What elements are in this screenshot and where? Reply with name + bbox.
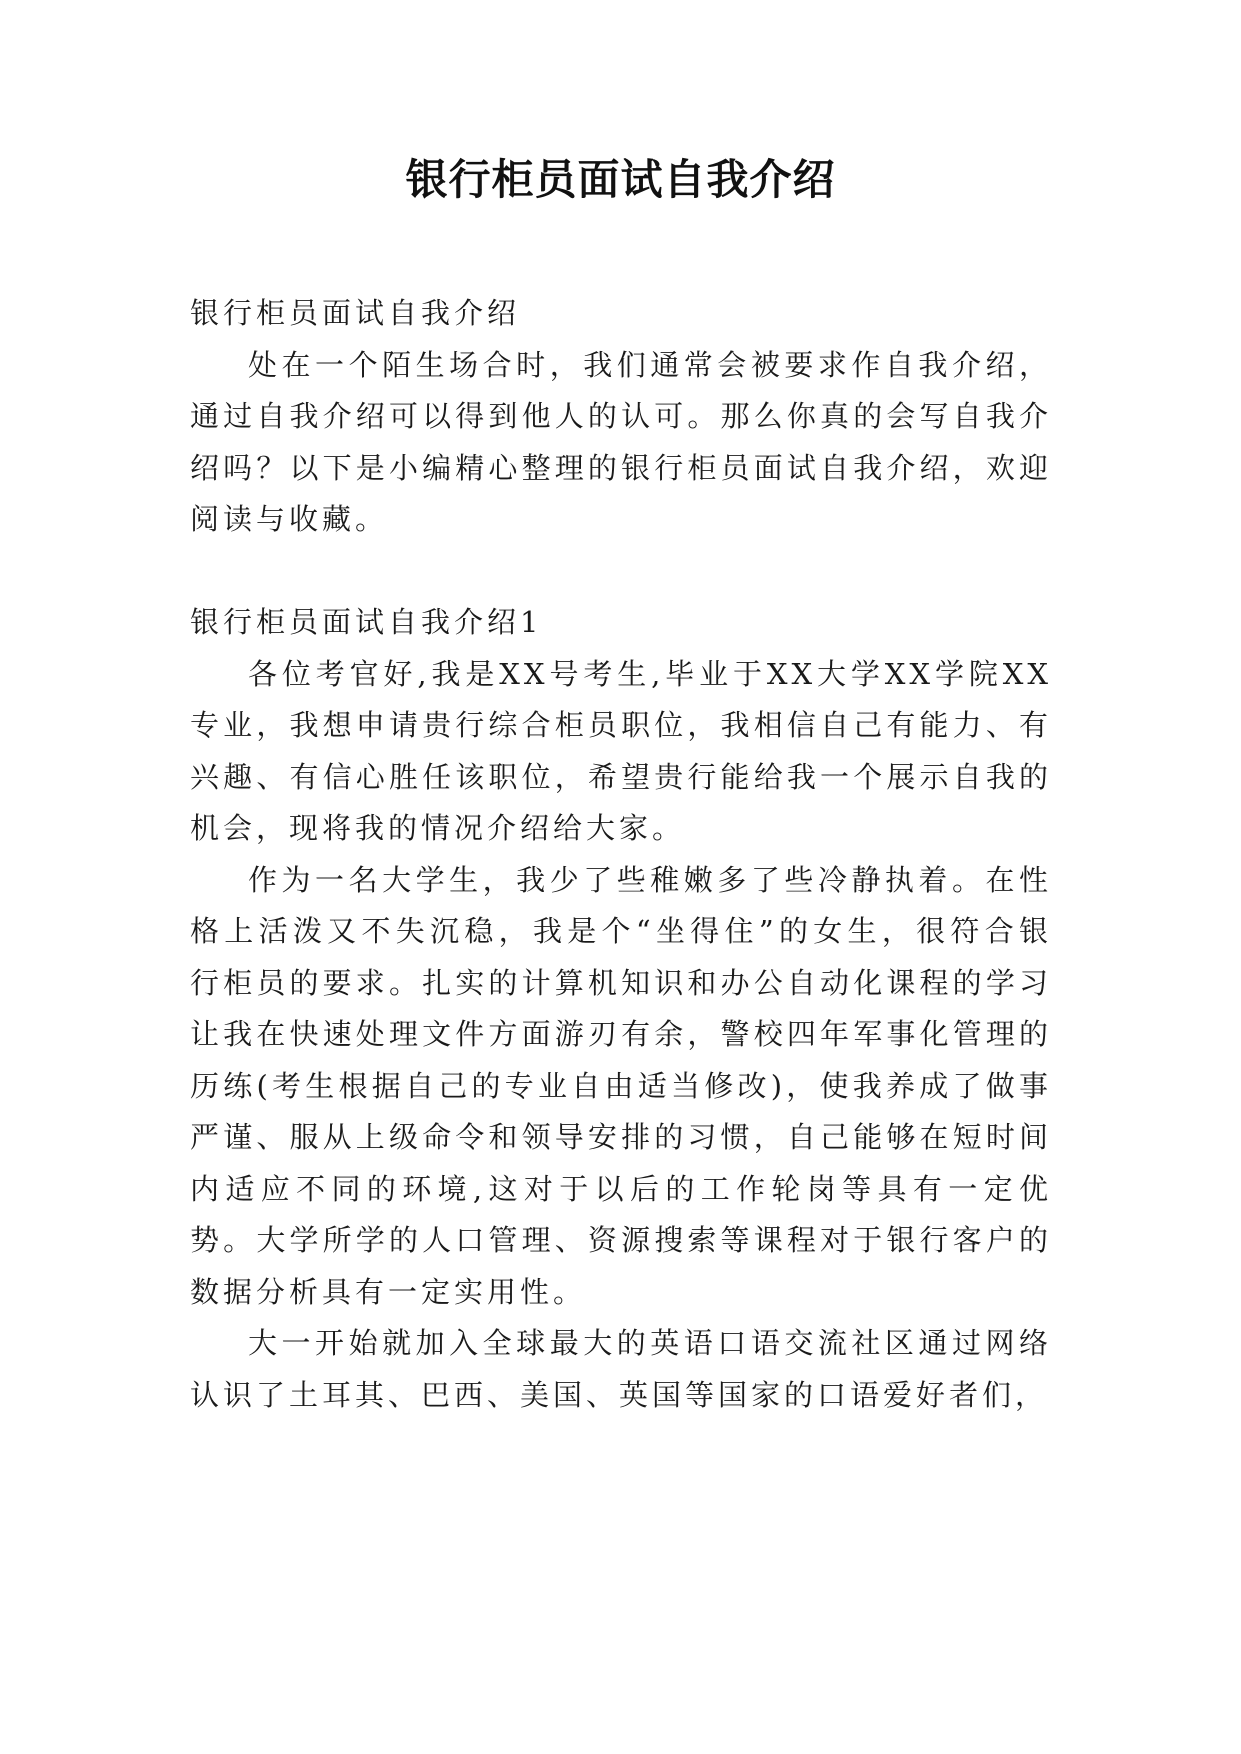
body-paragraph: 大一开始就加入全球最大的英语口语交流社区通过网络认识了土耳其、巴西、美国、英国等国家的口语爱好者们， xyxy=(190,1326,1052,1412)
body-paragraph: 各位考官好,我是XX号考生,毕业于XX大学XX学院XX专业，我想申请贵行综合柜员职位，我相信自己有能力、有兴趣、有信心胜任该职位，希望贵行能给我一个展示自我的机会，现将我的情况介绍给大家。 xyxy=(190,656,1052,845)
paragraph-gap xyxy=(190,546,1052,598)
section-heading: 银行柜员面试自我介绍 xyxy=(190,296,521,330)
intro-paragraph: 处在一个陌生场合时，我们通常会被要求作自我介绍，通过自我介绍可以得到他人的认可。那么你真的会写自我介绍吗？以下是小编精心整理的银行柜员面试自我介绍，欢迎阅读与收藏。 xyxy=(190,347,1052,536)
body-paragraph: 作为一名大学生，我少了些稚嫩多了些冷静执着。在性格上活泼又不失沉稳，我是个“坐得住”的女生，很符合银行柜员的要求。扎实的计算机知识和办公自动化课程的学习让我在快速处理文件方面游刃有余，警校四年军事化管理的历练(考生根据自己的专业自由适当修改)，使我养成了做事严谨、服从上级命令和领导安排的习惯，自己能够在短时间内适应不同的环境,这对于以后的工作轮岗等具有一定优势。大学所学的人口管理、资源搜索等课程对于银行客户的数据分析具有一定实用性。 xyxy=(190,862,1052,1309)
document-title: 银行柜员面试自我介绍 xyxy=(405,155,836,204)
document-body xyxy=(190,288,1052,1421)
section-heading-1: 银行柜员面试自我介绍1 xyxy=(190,605,543,639)
